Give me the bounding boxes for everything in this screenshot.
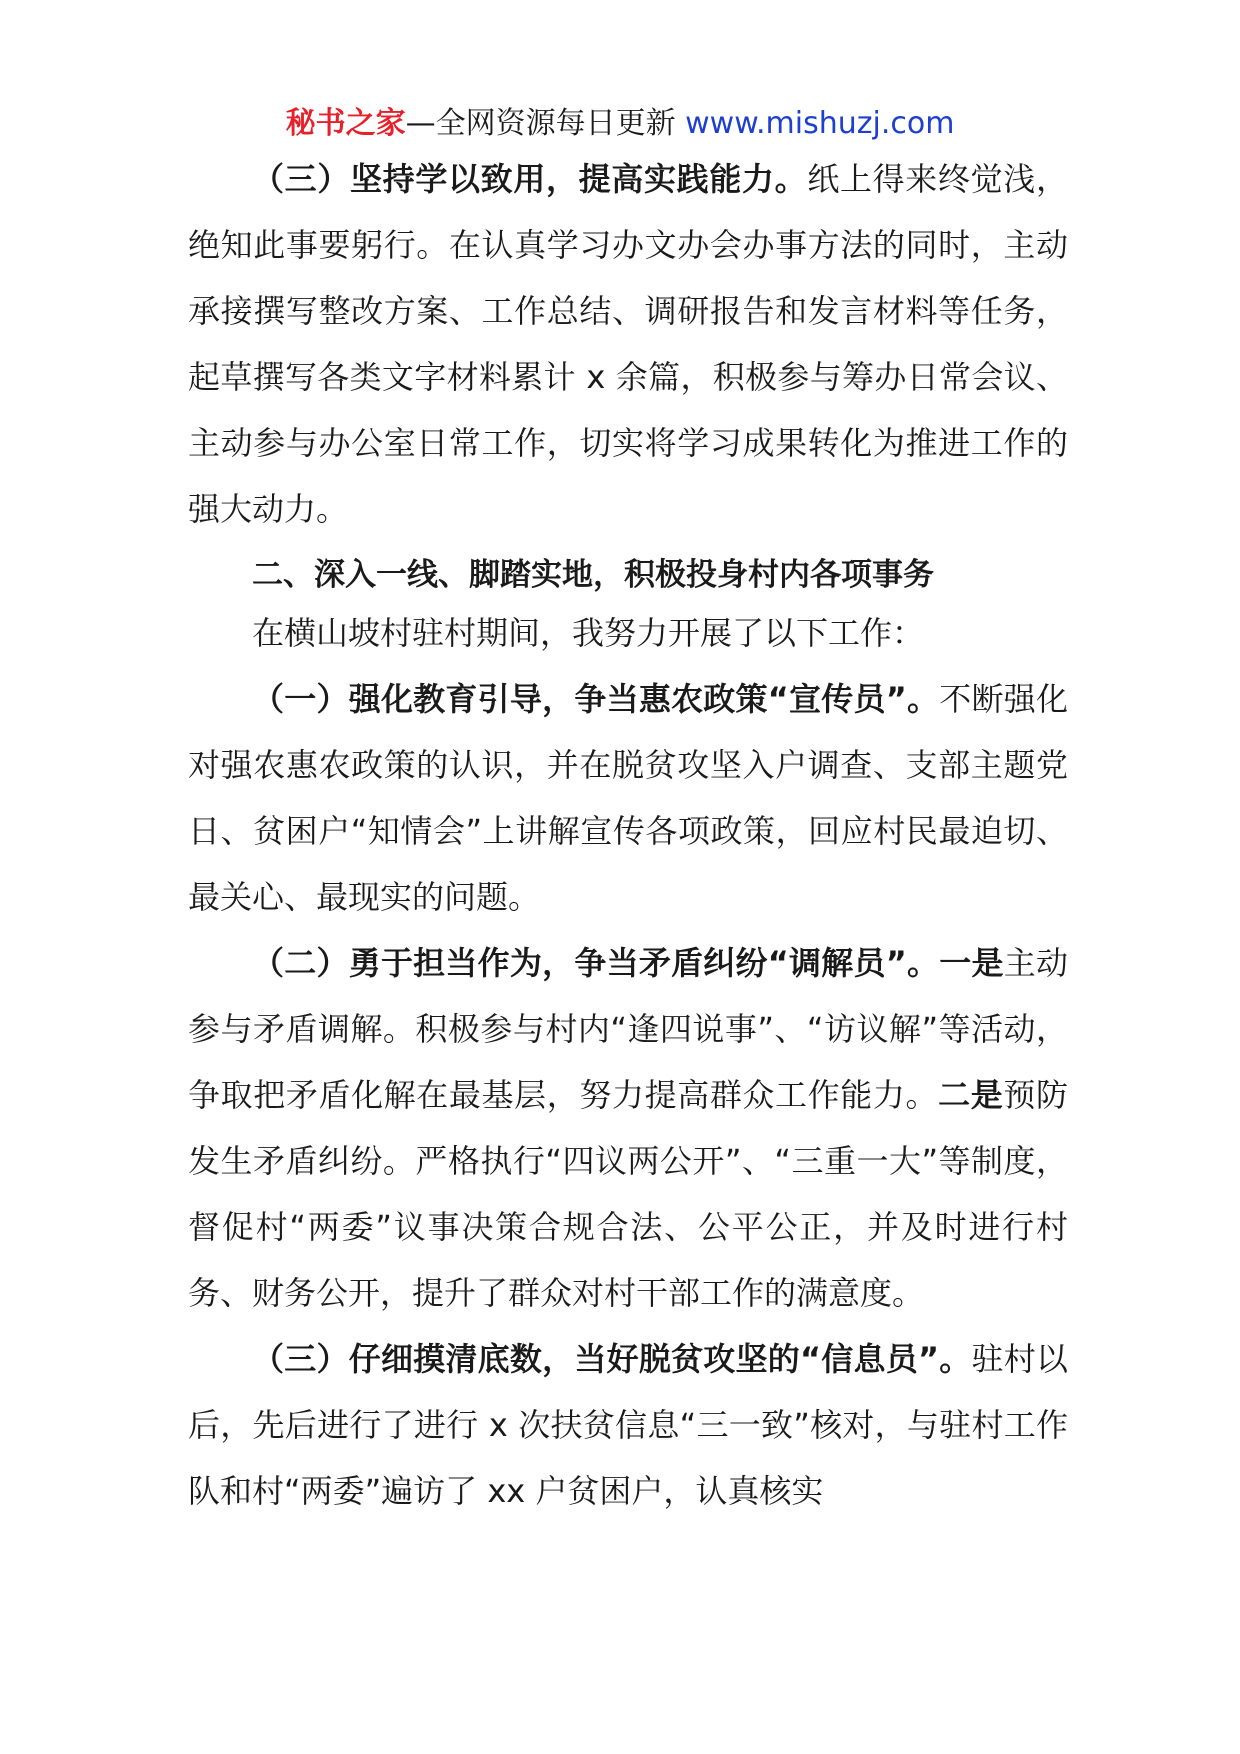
paragraph-lead-first: 一是	[939, 944, 1004, 982]
paragraph-heading: （一）强化教育引导，争当惠农政策“宣传员”。	[252, 680, 940, 718]
section-title: 二、深入一线、脚踏实地，积极投身村内各项事务	[252, 557, 934, 593]
paragraph-practice-ability	[188, 146, 1068, 542]
paragraph-heading: （二）勇于担当作为，争当矛盾纠纷“调解员”。	[252, 944, 940, 982]
watermark-url: www.mishuzj.com	[685, 106, 955, 141]
paragraph-text: 驻村以后，先后进行了进行 x 次扶贫信息“三一致”核对，与驻村工作队和村“两委”遍访了 xx 户贫困户，认真核实	[188, 1340, 1068, 1510]
paragraph-policy-promoter	[188, 666, 1068, 930]
paragraph-text-second: 预防发生矛盾纠纷。严格执行“四议两公开”、“三重一大”等制度，督促村“两委”议事决策合规合法、公平公正，并及时进行村务、财务公开，提升了群众对村干部工作的满意度。	[188, 1076, 1068, 1312]
paragraph-info-officer	[188, 1326, 1068, 1524]
paragraph-text: 纸上得来终觉浅，绝知此事要躬行。在认真学习办文办会办事方法的同时，主动承接撰写整改方案、工作总结、调研报告和发言材料等任务，起草撰写各类文字材料累计 x 余篇，积极参与筹办日常会议、主动参与办公室日常工作，切实将学习成果转化为推进工作的强大动力。	[188, 160, 1068, 528]
watermark-banner	[0, 104, 1240, 144]
document-body	[188, 146, 1068, 1524]
paragraph-intro: 在横山坡村驻村期间，我努力开展了以下工作：	[252, 614, 925, 652]
paragraph-lead-second: 二是	[938, 1076, 1004, 1114]
paragraph-text: 不断强化对强农惠农政策的认识，并在脱贫攻坚入户调查、支部主题党日、贫困户“知情会”上讲解宣传各项政策，回应村民最迫切、最关心、最现实的问题。	[188, 680, 1068, 916]
watermark-brand: 秘书之家	[285, 106, 406, 141]
paragraph-heading: （三）坚持学以致用，提高实践能力。	[252, 160, 808, 198]
paragraph-dispute-mediator	[188, 930, 1068, 1326]
watermark-tagline: —全网资源每日更新	[405, 106, 686, 141]
paragraph-text-first: 主动参与矛盾调解。积极参与村内“逢四说事”、“访议解”等活动，争取把矛盾化解在最基层，努力提高群众工作能力。	[188, 944, 1068, 1114]
paragraph-heading: （三）仔细摸清底数，当好脱贫攻坚的“信息员”。	[252, 1340, 972, 1378]
